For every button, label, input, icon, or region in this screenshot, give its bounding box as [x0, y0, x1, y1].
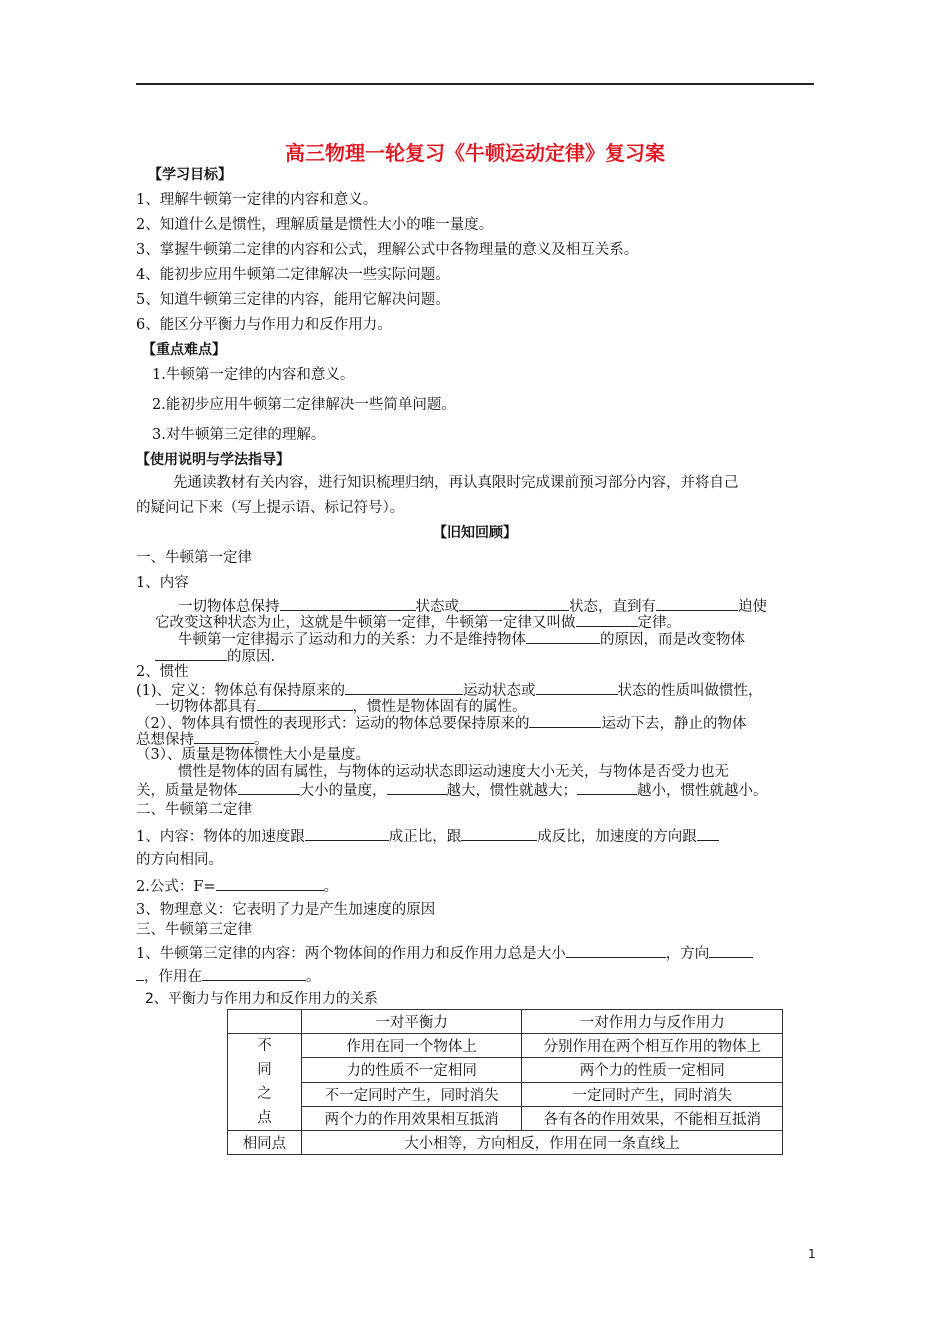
objective-item: 6、能区分平衡力与作用力和反作用力。	[136, 317, 392, 333]
review-heading: 【旧知回顾】	[433, 525, 517, 541]
inertia-line: 关，质量是物体 大小的量度， 越大，惯性就越大； 越小，惯性就越小。	[136, 780, 768, 800]
table-cell: 一定同时产生，同时消失	[522, 1082, 783, 1106]
table-cell: 分别作用在两个相互作用的物体上	[522, 1034, 783, 1058]
table-caption: 2、平衡力与作用力和反作用力的关系	[145, 991, 378, 1007]
law1-content-line: 牛顿第一定律揭示了运动和力的关系：力不是维持物体 的原因，而是改变物体	[178, 629, 745, 649]
header-rule	[136, 83, 814, 85]
law1-heading: 一、牛顿第一定律	[136, 550, 252, 566]
usage-heading: 【使用说明与学法指导】	[136, 452, 290, 468]
table-cell: 不一定同时产生，同时消失	[301, 1082, 522, 1106]
objective-item: 1、理解牛顿第一定律的内容和意义。	[136, 192, 378, 208]
same-label: 相同点	[228, 1131, 302, 1155]
table-row	[228, 1010, 783, 1034]
page-number: 1	[808, 1247, 816, 1261]
law3-heading: 三、牛顿第三定律	[136, 922, 252, 938]
table-cell: 力的性质不一定相同	[301, 1058, 522, 1082]
law2-meaning: 3、物理意义：它表明了力是产生加速度的原因	[136, 902, 436, 918]
table-header: 一对作用力与反作用力	[522, 1010, 783, 1034]
objective-item: 3、掌握牛顿第二定律的内容和公式，理解公式中各物理量的意义及相互关系。	[136, 242, 639, 258]
law3-content-line: ，作用在 。	[136, 966, 321, 986]
inertia-heading: 2、惯性	[136, 664, 189, 680]
keypoint-item: 2.能初步应用牛顿第二定律解决一些简单问题。	[152, 397, 456, 413]
law1-content-line: 的原因.	[155, 646, 275, 666]
objective-item: 5、知道牛顿第三定律的内容，能用它解决问题。	[136, 292, 450, 308]
table-row	[228, 1131, 783, 1155]
objectives-heading: 【学习目标】	[148, 167, 232, 183]
inertia-line: (1)、定义：物体总有保持原来的 运动状态或 状态的性质叫做惯性，	[136, 680, 763, 700]
law2-content-line: 的方向相同。	[136, 852, 223, 868]
table-cell: 两个力的作用效果相互抵消	[301, 1106, 522, 1130]
table-cell: 作用在同一个物体上	[301, 1034, 522, 1058]
table-row	[228, 1082, 783, 1106]
usage-line: 的疑问记下来（写上提示语、标记符号）。	[136, 500, 405, 516]
law1-content-line: 它改变这种状态为止，这就是牛顿第一定律，牛顿第一定律又叫做 定律。	[155, 612, 681, 632]
comparison-table	[227, 1009, 783, 1155]
inertia-line: 总想保持 。	[136, 729, 269, 749]
keypoint-item: 3.对牛顿第三定律的理解。	[152, 427, 326, 443]
law3-content-line: 1、牛顿第三定律的内容：两个物体间的作用力和反作用力总是大小 ，方向	[136, 943, 753, 963]
table-cell: 两个力的性质一定相同	[522, 1058, 783, 1082]
law2-content-line: 1、内容：物体的加速度跟 成正比，跟 成反比，加速度的方向跟	[136, 826, 719, 846]
table-header-empty	[228, 1010, 302, 1034]
table-row	[228, 1034, 783, 1058]
objective-item: 2、知道什么是惯性，理解质量是惯性大小的唯一量度。	[136, 217, 494, 233]
law1-content-line: 一切物体总保持 状态或 状态，直到有 迫使	[178, 596, 767, 616]
law1-content-heading: 1、内容	[136, 575, 189, 591]
inertia-line: （2）、物体具有惯性的表现形式：运动的物体总要保持原来的 运动下去，静止的物体	[136, 713, 746, 733]
table-cell: 大小相等，方向相反，作用在同一条直线上	[301, 1131, 782, 1155]
inertia-line: 惯性是物体的固有属性，与物体的运动状态即运动速度大小无关，与物体是否受力也无	[178, 764, 729, 780]
inertia-line: 一切物体都具有 ，惯性是物体固有的属性。	[155, 696, 527, 716]
table-row	[228, 1058, 783, 1082]
table-row	[228, 1106, 783, 1130]
keypoints-heading: 【重点难点】	[142, 342, 226, 358]
objective-item: 4、能初步应用牛顿第二定律解决一些实际问题。	[136, 267, 450, 283]
inertia-line: （3）、质量是物体惯性大小是量度。	[136, 747, 370, 763]
table-cell: 各有各的作用效果，不能相互抵消	[522, 1106, 783, 1130]
table-header: 一对平衡力	[301, 1010, 522, 1034]
law2-formula: 2.公式：F= 。	[136, 876, 338, 896]
law2-heading: 二、牛顿第二定律	[136, 802, 252, 818]
page-title: 高三物理一轮复习《牛顿运动定律》复习案	[285, 141, 665, 165]
diff-label: 不 同 之 点	[228, 1034, 302, 1131]
keypoint-item: 1.牛顿第一定律的内容和意义。	[152, 367, 355, 383]
usage-line: 先通读教材有关内容，进行知识梳理归纳，再认真限时完成课前预习部分内容，并将自己	[173, 475, 739, 491]
